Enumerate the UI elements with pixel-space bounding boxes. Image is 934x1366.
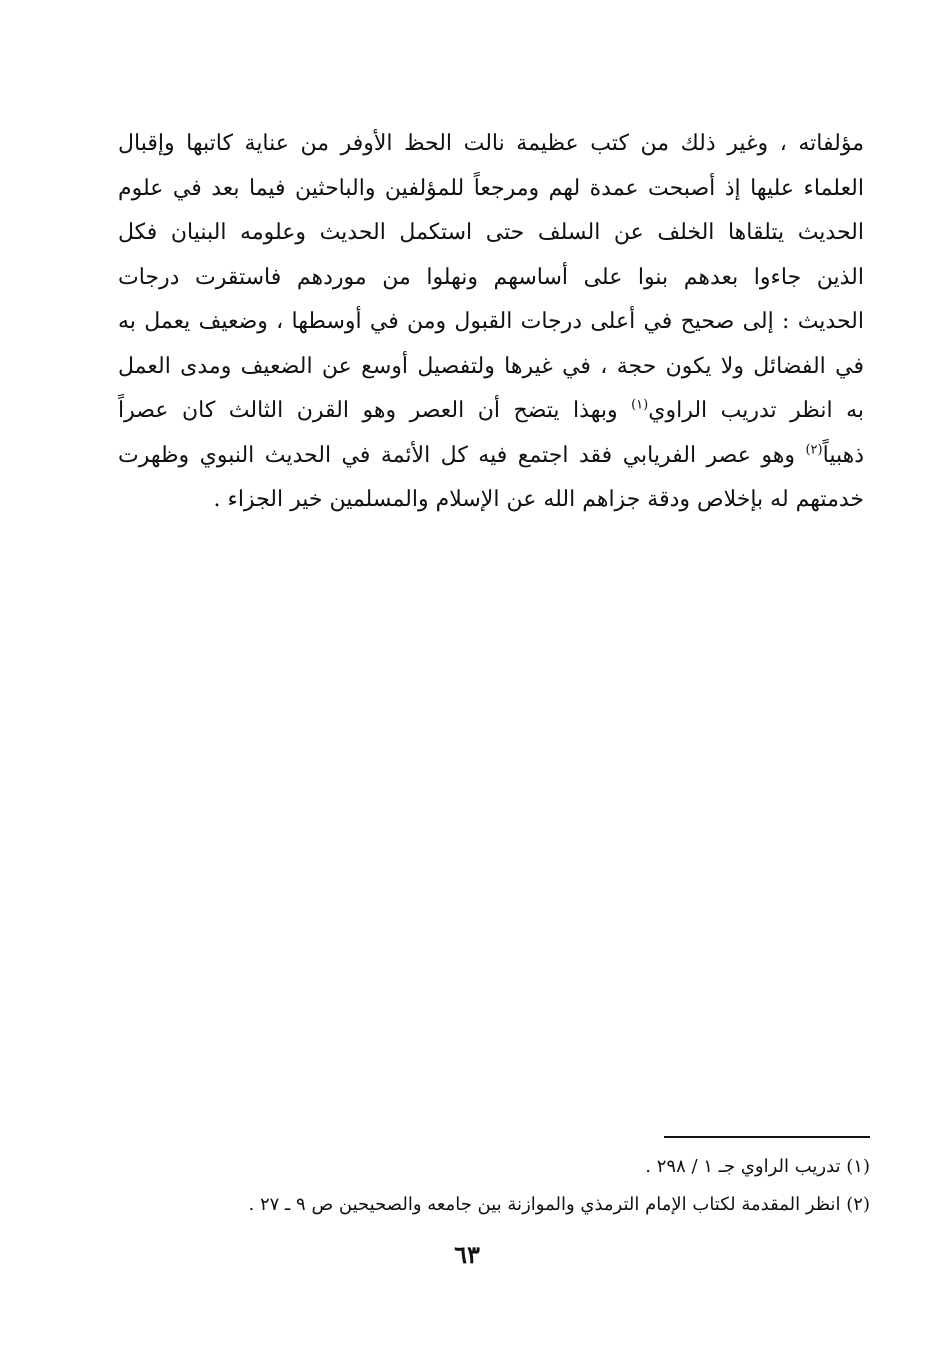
- footnote-reference: (١): [631, 397, 649, 413]
- line-text: وبهذا يتضح أن العصر وهو القرن الثالث كان عصراً: [118, 398, 632, 423]
- line-text: ذهبياً: [822, 442, 864, 468]
- footnote-item: (٢) انظر المقدمة لكتاب الإمام الترمذي والموازنة بين جامعه والصحيحين ص ٩ ـ ٢٧ .: [248, 1194, 870, 1215]
- line-text: به انظر تدريب الراوي: [648, 398, 864, 423]
- line-text: وهو عصر الفريابي فقد اجتمع فيه كل الأئمة في الحديث النبوي وظهرت: [118, 442, 806, 468]
- paragraph-line: مؤلفاته ، وغير ذلك من كتب عظيمة نالت الحظ الأوفر من عناية كاتبها وإقبال: [118, 131, 864, 156]
- paragraph-line: [118, 389, 864, 434]
- paragraph-line: الحديث : إلى صحيح في أعلى درجات القبول ومن في أوسطها ، وضعيف يعمل به: [118, 309, 864, 334]
- page-number: ٦٣: [454, 1240, 480, 1269]
- paragraph-line: في الفضائل ولا يكون حجة ، في غيرها ولتفصيل أوسع عن الضعيف ومدى العمل: [118, 353, 864, 379]
- footnote-reference: (٢): [805, 442, 823, 458]
- paragraph-line: خدمتهم له بإخلاص ودقة جزاهم الله عن الإسلام والمسلمين خير الجزاء .: [213, 487, 864, 512]
- paragraph-line: الحديث يتلقاها الخلف عن السلف حتى استكمل الحديث وعلومه البنيان فكل: [118, 220, 864, 245]
- footnote-item: (١) تدريب الراوي جـ ١ / ٢٩٨ .: [645, 1156, 870, 1177]
- main-paragraph: [118, 122, 864, 523]
- paragraph-line: [118, 434, 864, 479]
- paragraph-line: الذين جاءوا بعدهم بنوا على أساسهم ونهلوا من موردهم فاستقرت درجات: [118, 264, 864, 290]
- footnotes: [150, 1148, 870, 1224]
- footnote-separator: [664, 1136, 870, 1138]
- paragraph-line: العلماء عليها إذ أصبحت عمدة لهم ومرجعاً للمؤلفين والباحثين فيما بعد في علوم: [118, 175, 864, 201]
